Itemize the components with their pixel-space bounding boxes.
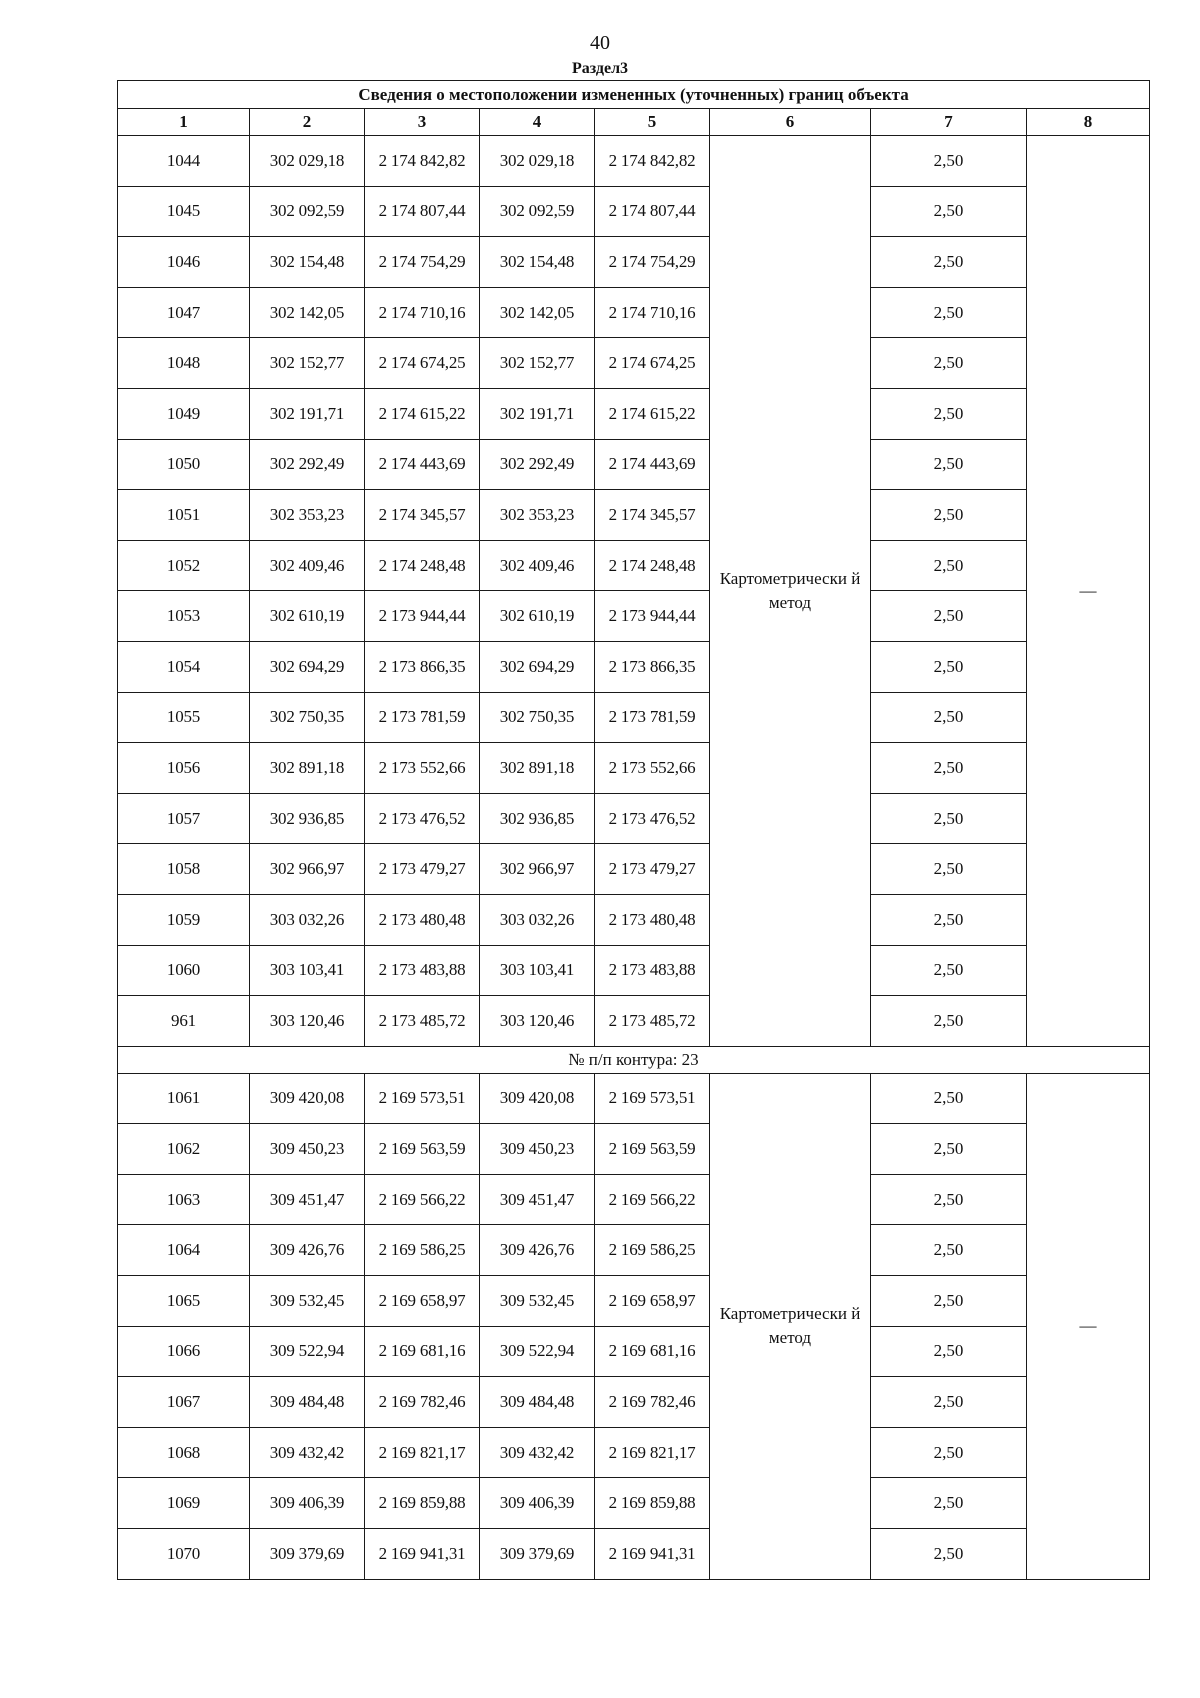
y-existing-cell: 2 174 842,82 xyxy=(365,136,480,187)
y-existing-cell: 2 174 443,69 xyxy=(365,439,480,490)
x-new-cell: 303 120,46 xyxy=(480,996,595,1047)
method-cell: Картометрически й метод xyxy=(710,136,871,1047)
y-new-cell: 2 173 483,88 xyxy=(595,945,710,996)
x-existing-cell: 302 936,85 xyxy=(250,793,365,844)
point-number-cell: 1067 xyxy=(118,1377,250,1428)
y-existing-cell: 2 173 866,35 xyxy=(365,641,480,692)
x-existing-cell: 302 029,18 xyxy=(250,136,365,187)
y-new-cell: 2 174 615,22 xyxy=(595,388,710,439)
y-existing-cell: 2 173 476,52 xyxy=(365,793,480,844)
column-header: 5 xyxy=(595,109,710,136)
table-row xyxy=(118,1326,1150,1377)
y-existing-cell: 2 173 483,88 xyxy=(365,945,480,996)
table-row xyxy=(118,490,1150,541)
point-number-cell: 1055 xyxy=(118,692,250,743)
x-existing-cell: 302 152,77 xyxy=(250,338,365,389)
accuracy-cell: 2,50 xyxy=(871,1276,1027,1327)
point-number-cell: 1051 xyxy=(118,490,250,541)
point-number-cell: 1046 xyxy=(118,237,250,288)
x-existing-cell: 309 450,23 xyxy=(250,1124,365,1175)
x-existing-cell: 302 154,48 xyxy=(250,237,365,288)
table-row xyxy=(118,1276,1150,1327)
x-new-cell: 302 154,48 xyxy=(480,237,595,288)
point-number-cell: 961 xyxy=(118,996,250,1047)
column-header: 8 xyxy=(1027,109,1150,136)
accuracy-cell: 2,50 xyxy=(871,439,1027,490)
accuracy-cell: 2,50 xyxy=(871,287,1027,338)
x-existing-cell: 309 451,47 xyxy=(250,1174,365,1225)
accuracy-cell: 2,50 xyxy=(871,894,1027,945)
x-new-cell: 302 936,85 xyxy=(480,793,595,844)
column-header: 2 xyxy=(250,109,365,136)
x-new-cell: 302 029,18 xyxy=(480,136,595,187)
y-new-cell: 2 169 563,59 xyxy=(595,1124,710,1175)
y-existing-cell: 2 169 563,59 xyxy=(365,1124,480,1175)
accuracy-cell: 2,50 xyxy=(871,237,1027,288)
table-caption-row xyxy=(118,81,1150,109)
y-new-cell: 2 169 821,17 xyxy=(595,1427,710,1478)
x-existing-cell: 309 426,76 xyxy=(250,1225,365,1276)
accuracy-cell: 2,50 xyxy=(871,1326,1027,1377)
x-existing-cell: 302 092,59 xyxy=(250,186,365,237)
x-new-cell: 302 191,71 xyxy=(480,388,595,439)
x-existing-cell: 302 966,97 xyxy=(250,844,365,895)
x-new-cell: 309 450,23 xyxy=(480,1124,595,1175)
x-new-cell: 302 142,05 xyxy=(480,287,595,338)
accuracy-cell: 2,50 xyxy=(871,1478,1027,1529)
accuracy-cell: 2,50 xyxy=(871,1427,1027,1478)
y-existing-cell: 2 173 480,48 xyxy=(365,894,480,945)
table-row xyxy=(118,1377,1150,1428)
column-header: 6 xyxy=(710,109,871,136)
point-number-cell: 1068 xyxy=(118,1427,250,1478)
point-number-cell: 1065 xyxy=(118,1276,250,1327)
y-new-cell: 2 169 573,51 xyxy=(595,1073,710,1124)
point-number-cell: 1050 xyxy=(118,439,250,490)
x-existing-cell: 309 522,94 xyxy=(250,1326,365,1377)
point-number-cell: 1048 xyxy=(118,338,250,389)
method-cell: Картометрически й метод xyxy=(710,1073,871,1579)
x-new-cell: 302 694,29 xyxy=(480,641,595,692)
accuracy-cell: 2,50 xyxy=(871,945,1027,996)
point-number-cell: 1054 xyxy=(118,641,250,692)
column-header-row xyxy=(118,109,1150,136)
point-number-cell: 1062 xyxy=(118,1124,250,1175)
y-existing-cell: 2 174 754,29 xyxy=(365,237,480,288)
x-new-cell: 302 891,18 xyxy=(480,743,595,794)
x-new-cell: 309 420,08 xyxy=(480,1073,595,1124)
point-number-cell: 1053 xyxy=(118,591,250,642)
x-existing-cell: 302 292,49 xyxy=(250,439,365,490)
table-row xyxy=(118,1174,1150,1225)
point-number-cell: 1044 xyxy=(118,136,250,187)
accuracy-cell: 2,50 xyxy=(871,490,1027,541)
table-row xyxy=(118,439,1150,490)
page-number: 40 xyxy=(590,32,610,54)
table-row xyxy=(118,894,1150,945)
table-row xyxy=(118,793,1150,844)
y-existing-cell: 2 169 566,22 xyxy=(365,1174,480,1225)
table-row xyxy=(118,591,1150,642)
y-existing-cell: 2 169 941,31 xyxy=(365,1529,480,1580)
y-existing-cell: 2 174 345,57 xyxy=(365,490,480,541)
x-existing-cell: 309 532,45 xyxy=(250,1276,365,1327)
table-row xyxy=(118,692,1150,743)
x-new-cell: 302 292,49 xyxy=(480,439,595,490)
point-number-cell: 1045 xyxy=(118,186,250,237)
accuracy-cell: 2,50 xyxy=(871,1529,1027,1580)
accuracy-cell: 2,50 xyxy=(871,1174,1027,1225)
accuracy-cell: 2,50 xyxy=(871,1225,1027,1276)
x-new-cell: 309 426,76 xyxy=(480,1225,595,1276)
accuracy-cell: 2,50 xyxy=(871,692,1027,743)
table-caption: Сведения о местоположении измененных (уточненных) границ объекта xyxy=(118,81,1150,109)
x-new-cell: 302 353,23 xyxy=(480,490,595,541)
point-number-cell: 1069 xyxy=(118,1478,250,1529)
accuracy-cell: 2,50 xyxy=(871,388,1027,439)
y-new-cell: 2 174 807,44 xyxy=(595,186,710,237)
x-new-cell: 309 451,47 xyxy=(480,1174,595,1225)
x-new-cell: 309 379,69 xyxy=(480,1529,595,1580)
y-existing-cell: 2 174 807,44 xyxy=(365,186,480,237)
x-existing-cell: 302 353,23 xyxy=(250,490,365,541)
x-new-cell: 303 032,26 xyxy=(480,894,595,945)
x-existing-cell: 302 694,29 xyxy=(250,641,365,692)
column-8-cell: — xyxy=(1027,136,1150,1047)
point-number-cell: 1064 xyxy=(118,1225,250,1276)
column-header: 3 xyxy=(365,109,480,136)
table-row xyxy=(118,287,1150,338)
table-row xyxy=(118,1478,1150,1529)
x-new-cell: 302 610,19 xyxy=(480,591,595,642)
accuracy-cell: 2,50 xyxy=(871,186,1027,237)
accuracy-cell: 2,50 xyxy=(871,338,1027,389)
point-number-cell: 1047 xyxy=(118,287,250,338)
y-new-cell: 2 173 944,44 xyxy=(595,591,710,642)
x-new-cell: 309 406,39 xyxy=(480,1478,595,1529)
y-new-cell: 2 173 480,48 xyxy=(595,894,710,945)
x-new-cell: 309 432,42 xyxy=(480,1427,595,1478)
accuracy-cell: 2,50 xyxy=(871,996,1027,1047)
y-existing-cell: 2 173 781,59 xyxy=(365,692,480,743)
table-row xyxy=(118,945,1150,996)
y-new-cell: 2 174 754,29 xyxy=(595,237,710,288)
y-new-cell: 2 169 681,16 xyxy=(595,1326,710,1377)
x-existing-cell: 302 142,05 xyxy=(250,287,365,338)
table-row xyxy=(118,844,1150,895)
x-existing-cell: 309 379,69 xyxy=(250,1529,365,1580)
y-new-cell: 2 174 443,69 xyxy=(595,439,710,490)
y-existing-cell: 2 169 573,51 xyxy=(365,1073,480,1124)
y-new-cell: 2 169 941,31 xyxy=(595,1529,710,1580)
point-number-cell: 1052 xyxy=(118,540,250,591)
x-existing-cell: 303 032,26 xyxy=(250,894,365,945)
y-existing-cell: 2 169 586,25 xyxy=(365,1225,480,1276)
point-number-cell: 1049 xyxy=(118,388,250,439)
accuracy-cell: 2,50 xyxy=(871,844,1027,895)
column-header: 1 xyxy=(118,109,250,136)
point-number-cell: 1066 xyxy=(118,1326,250,1377)
table-row xyxy=(118,641,1150,692)
y-new-cell: 2 173 476,52 xyxy=(595,793,710,844)
point-number-cell: 1057 xyxy=(118,793,250,844)
y-existing-cell: 2 173 485,72 xyxy=(365,996,480,1047)
y-existing-cell: 2 169 681,16 xyxy=(365,1326,480,1377)
table-row xyxy=(118,743,1150,794)
x-existing-cell: 303 103,41 xyxy=(250,945,365,996)
y-new-cell: 2 173 866,35 xyxy=(595,641,710,692)
coordinates-table xyxy=(117,80,1150,1580)
table-row xyxy=(118,136,1150,187)
accuracy-cell: 2,50 xyxy=(871,540,1027,591)
x-new-cell: 302 092,59 xyxy=(480,186,595,237)
table-row xyxy=(118,1073,1150,1124)
y-new-cell: 2 174 842,82 xyxy=(595,136,710,187)
y-new-cell: 2 174 710,16 xyxy=(595,287,710,338)
y-existing-cell: 2 169 859,88 xyxy=(365,1478,480,1529)
y-new-cell: 2 174 345,57 xyxy=(595,490,710,541)
x-existing-cell: 302 891,18 xyxy=(250,743,365,794)
section-title: Раздел3 xyxy=(571,60,629,77)
point-number-cell: 1063 xyxy=(118,1174,250,1225)
accuracy-cell: 2,50 xyxy=(871,1124,1027,1175)
x-existing-cell: 302 750,35 xyxy=(250,692,365,743)
y-existing-cell: 2 174 615,22 xyxy=(365,388,480,439)
table-row xyxy=(118,996,1150,1047)
y-existing-cell: 2 174 248,48 xyxy=(365,540,480,591)
y-new-cell: 2 173 552,66 xyxy=(595,743,710,794)
y-existing-cell: 2 169 658,97 xyxy=(365,1276,480,1327)
column-header: 4 xyxy=(480,109,595,136)
x-existing-cell: 309 432,42 xyxy=(250,1427,365,1478)
table-row xyxy=(118,237,1150,288)
y-existing-cell: 2 173 479,27 xyxy=(365,844,480,895)
accuracy-cell: 2,50 xyxy=(871,793,1027,844)
x-new-cell: 309 522,94 xyxy=(480,1326,595,1377)
x-existing-cell: 309 484,48 xyxy=(250,1377,365,1428)
y-existing-cell: 2 169 782,46 xyxy=(365,1377,480,1428)
x-existing-cell: 302 191,71 xyxy=(250,388,365,439)
point-number-cell: 1060 xyxy=(118,945,250,996)
contour-label-row xyxy=(118,1046,1150,1073)
accuracy-cell: 2,50 xyxy=(871,1073,1027,1124)
accuracy-cell: 2,50 xyxy=(871,591,1027,642)
y-new-cell: 2 173 781,59 xyxy=(595,692,710,743)
x-existing-cell: 309 406,39 xyxy=(250,1478,365,1529)
point-number-cell: 1056 xyxy=(118,743,250,794)
table-row xyxy=(118,338,1150,389)
table-row xyxy=(118,1124,1150,1175)
x-new-cell: 309 484,48 xyxy=(480,1377,595,1428)
point-number-cell: 1061 xyxy=(118,1073,250,1124)
point-number-cell: 1058 xyxy=(118,844,250,895)
y-new-cell: 2 169 586,25 xyxy=(595,1225,710,1276)
table-row xyxy=(118,1225,1150,1276)
x-existing-cell: 303 120,46 xyxy=(250,996,365,1047)
y-new-cell: 2 169 658,97 xyxy=(595,1276,710,1327)
y-existing-cell: 2 174 710,16 xyxy=(365,287,480,338)
column-header: 7 xyxy=(871,109,1027,136)
accuracy-cell: 2,50 xyxy=(871,136,1027,187)
accuracy-cell: 2,50 xyxy=(871,641,1027,692)
accuracy-cell: 2,50 xyxy=(871,1377,1027,1428)
column-8-cell: — xyxy=(1027,1073,1150,1579)
y-new-cell: 2 173 485,72 xyxy=(595,996,710,1047)
x-existing-cell: 302 409,46 xyxy=(250,540,365,591)
y-new-cell: 2 173 479,27 xyxy=(595,844,710,895)
x-new-cell: 303 103,41 xyxy=(480,945,595,996)
point-number-cell: 1070 xyxy=(118,1529,250,1580)
y-new-cell: 2 169 859,88 xyxy=(595,1478,710,1529)
table-row xyxy=(118,1529,1150,1580)
point-number-cell: 1059 xyxy=(118,894,250,945)
accuracy-cell: 2,50 xyxy=(871,743,1027,794)
x-existing-cell: 302 610,19 xyxy=(250,591,365,642)
y-existing-cell: 2 174 674,25 xyxy=(365,338,480,389)
x-new-cell: 302 409,46 xyxy=(480,540,595,591)
table-row xyxy=(118,186,1150,237)
y-existing-cell: 2 173 552,66 xyxy=(365,743,480,794)
x-new-cell: 302 966,97 xyxy=(480,844,595,895)
y-new-cell: 2 169 782,46 xyxy=(595,1377,710,1428)
y-new-cell: 2 174 248,48 xyxy=(595,540,710,591)
x-new-cell: 302 152,77 xyxy=(480,338,595,389)
table-row xyxy=(118,540,1150,591)
y-existing-cell: 2 169 821,17 xyxy=(365,1427,480,1478)
contour-label: № п/п контура: 23 xyxy=(118,1046,1150,1073)
x-existing-cell: 309 420,08 xyxy=(250,1073,365,1124)
table-row xyxy=(118,1427,1150,1478)
table-row xyxy=(118,388,1150,439)
y-existing-cell: 2 173 944,44 xyxy=(365,591,480,642)
x-new-cell: 302 750,35 xyxy=(480,692,595,743)
y-new-cell: 2 174 674,25 xyxy=(595,338,710,389)
y-new-cell: 2 169 566,22 xyxy=(595,1174,710,1225)
x-new-cell: 309 532,45 xyxy=(480,1276,595,1327)
